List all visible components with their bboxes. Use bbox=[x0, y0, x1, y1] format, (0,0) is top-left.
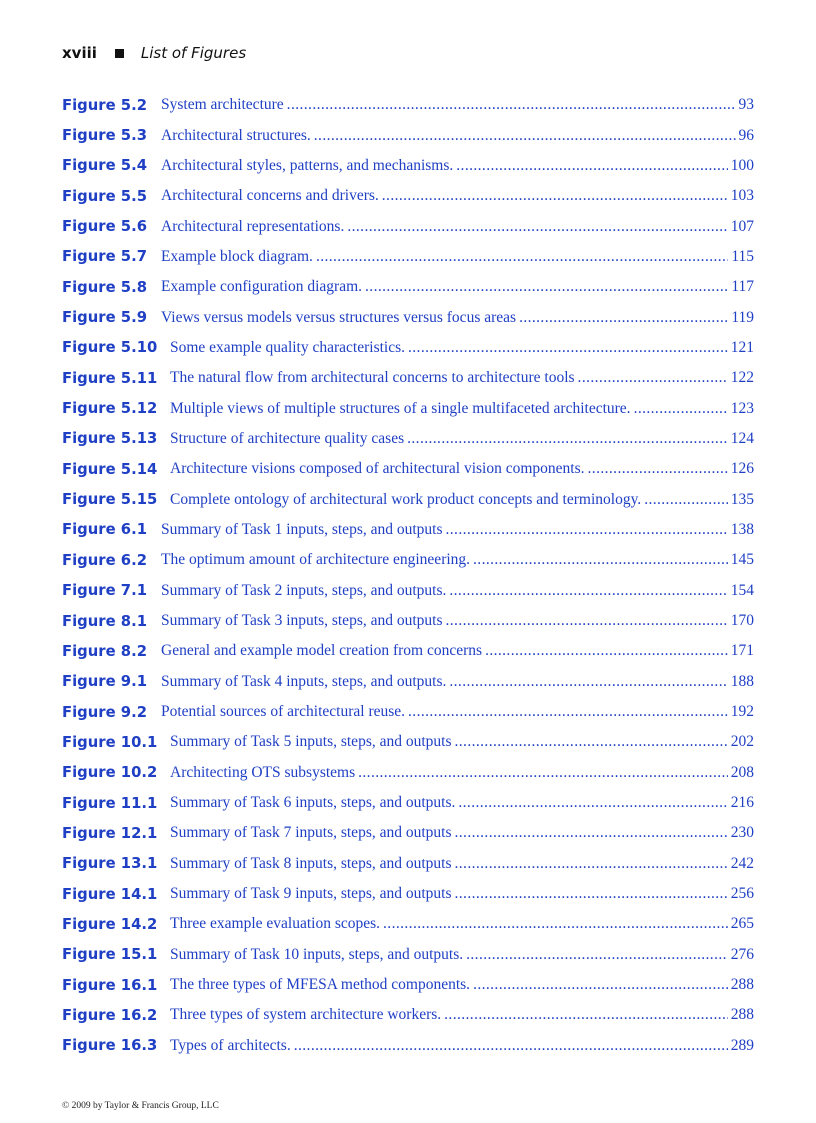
figure-title[interactable]: Summary of Task 9 inputs, steps, and outputs bbox=[170, 885, 452, 903]
running-header bbox=[62, 42, 246, 64]
figure-label[interactable]: Figure 5.3 bbox=[62, 127, 148, 145]
toc-entry[interactable] bbox=[62, 606, 754, 636]
figure-title[interactable]: Architecture visions composed of architectural vision components. bbox=[170, 460, 585, 478]
toc-entry[interactable] bbox=[62, 181, 754, 211]
page-reference[interactable]: 265 bbox=[730, 915, 754, 933]
figure-title[interactable]: Example configuration diagram. bbox=[161, 278, 363, 296]
figure-label[interactable]: Figure 5.7 bbox=[62, 248, 148, 266]
figure-title[interactable]: Summary of Task 6 inputs, steps, and outputs. bbox=[170, 794, 456, 812]
toc-entry[interactable] bbox=[62, 272, 754, 302]
figure-title[interactable]: Architectural styles, patterns, and mechanisms. bbox=[161, 156, 454, 174]
page-reference[interactable]: 119 bbox=[731, 308, 754, 326]
figure-label[interactable]: Figure 12.1 bbox=[62, 824, 158, 842]
figure-label[interactable]: Figure 16.2 bbox=[62, 1006, 158, 1024]
figure-title[interactable]: Summary of Task 7 inputs, steps, and outputs bbox=[170, 824, 452, 842]
figure-title[interactable]: Summary of Task 1 inputs, steps, and outputs bbox=[161, 520, 443, 538]
toc-entry[interactable] bbox=[62, 454, 754, 484]
page-reference[interactable]: 100 bbox=[730, 156, 754, 174]
dot-leader bbox=[382, 187, 728, 205]
figure-label[interactable]: Figure 16.1 bbox=[62, 976, 158, 994]
page-reference[interactable]: 242 bbox=[730, 854, 754, 872]
toc-entry[interactable] bbox=[62, 363, 754, 393]
toc-entry[interactable] bbox=[62, 758, 754, 788]
page-reference[interactable]: 288 bbox=[730, 976, 754, 994]
page-reference[interactable]: 135 bbox=[730, 490, 754, 508]
page-reference[interactable]: 115 bbox=[731, 247, 754, 265]
figure-title[interactable]: Summary of Task 2 inputs, steps, and outputs. bbox=[161, 581, 447, 599]
figure-title[interactable]: Complete ontology of architectural work product concepts and terminology. bbox=[170, 490, 642, 508]
dot-leader bbox=[365, 278, 728, 296]
page-reference[interactable]: 288 bbox=[730, 1006, 754, 1024]
dot-leader bbox=[446, 612, 728, 630]
figure-title[interactable]: Three example evaluation scopes. bbox=[170, 915, 381, 933]
page-reference[interactable]: 117 bbox=[731, 278, 754, 296]
dot-leader bbox=[383, 915, 728, 933]
toc-entry[interactable] bbox=[62, 940, 754, 970]
figure-title[interactable]: Potential sources of architectural reuse. bbox=[161, 703, 406, 721]
copyright-footer: © 2009 by Taylor & Francis Group, LLC bbox=[62, 1101, 219, 1111]
page-reference[interactable]: 154 bbox=[730, 581, 754, 599]
figure-label[interactable]: Figure 5.5 bbox=[62, 187, 148, 205]
figure-label[interactable]: Figure 5.6 bbox=[62, 218, 148, 236]
figure-label[interactable]: Figure 5.10 bbox=[62, 339, 158, 357]
page-reference[interactable]: 202 bbox=[730, 733, 754, 751]
figure-title[interactable]: Architectural representations. bbox=[161, 217, 345, 235]
figure-label[interactable]: Figure 13.1 bbox=[62, 855, 158, 873]
toc-entry[interactable] bbox=[62, 302, 754, 332]
toc-entry[interactable] bbox=[62, 697, 754, 727]
toc-entry[interactable] bbox=[62, 515, 754, 545]
page-reference[interactable]: 216 bbox=[730, 794, 754, 812]
figure-label[interactable]: Figure 9.1 bbox=[62, 673, 148, 691]
list-of-figures bbox=[62, 90, 754, 1061]
dot-leader bbox=[455, 824, 728, 842]
figure-label[interactable]: Figure 7.1 bbox=[62, 582, 148, 600]
page-reference[interactable]: 122 bbox=[730, 369, 754, 387]
dot-leader bbox=[473, 976, 728, 994]
figure-title[interactable]: Structure of architecture quality cases bbox=[170, 429, 405, 447]
figure-label[interactable]: Figure 14.1 bbox=[62, 885, 158, 903]
figure-title[interactable]: Summary of Task 10 inputs, steps, and outputs. bbox=[170, 945, 464, 963]
figure-label[interactable]: Figure 6.1 bbox=[62, 521, 148, 539]
page-reference[interactable]: 126 bbox=[730, 460, 754, 478]
dot-leader bbox=[444, 1006, 728, 1024]
page-reference[interactable]: 230 bbox=[730, 824, 754, 842]
dot-leader bbox=[455, 855, 728, 873]
dot-leader bbox=[588, 460, 728, 478]
figure-title[interactable]: Views versus models versus structures versus focus areas bbox=[161, 308, 517, 326]
figure-title[interactable]: System architecture bbox=[161, 96, 284, 114]
toc-entry[interactable] bbox=[62, 1031, 754, 1061]
page-number: xviii bbox=[62, 44, 97, 62]
figure-title[interactable]: Three types of system architecture workers. bbox=[170, 1006, 442, 1024]
toc-entry[interactable] bbox=[62, 970, 754, 1000]
figure-label[interactable]: Figure 10.2 bbox=[62, 764, 158, 782]
dot-leader bbox=[634, 400, 728, 418]
dot-leader bbox=[466, 946, 728, 964]
figure-title[interactable]: Multiple views of multiple structures of a single multifaceted architecture. bbox=[170, 399, 631, 417]
figure-label[interactable]: Figure 10.1 bbox=[62, 733, 158, 751]
figure-label[interactable]: Figure 5.15 bbox=[62, 491, 158, 509]
figure-title[interactable]: Some example quality characteristics. bbox=[170, 338, 405, 356]
figure-label[interactable]: Figure 14.2 bbox=[62, 915, 158, 933]
page-reference[interactable]: 96 bbox=[738, 126, 754, 144]
dot-leader bbox=[287, 96, 736, 114]
figure-label[interactable]: Figure 5.9 bbox=[62, 309, 148, 327]
figure-label[interactable]: Figure 5.14 bbox=[62, 460, 158, 478]
page-reference[interactable]: 107 bbox=[730, 217, 754, 235]
page-reference[interactable]: 124 bbox=[730, 429, 754, 447]
page-reference[interactable]: 289 bbox=[730, 1036, 754, 1054]
dot-leader bbox=[358, 764, 728, 782]
figure-label[interactable]: Figure 9.2 bbox=[62, 703, 148, 721]
dot-leader bbox=[455, 733, 728, 751]
dot-leader bbox=[294, 1037, 728, 1055]
toc-entry[interactable] bbox=[62, 636, 754, 666]
dot-leader bbox=[408, 703, 728, 721]
dot-leader bbox=[449, 582, 727, 600]
figure-title[interactable]: General and example model creation from concerns bbox=[161, 642, 483, 660]
toc-entry[interactable] bbox=[62, 727, 754, 757]
figure-title[interactable]: Summary of Task 3 inputs, steps, and outputs bbox=[161, 612, 443, 630]
figure-title[interactable]: The optimum amount of architecture engineering. bbox=[161, 551, 471, 569]
figure-title[interactable]: Example block diagram. bbox=[161, 247, 313, 265]
toc-entry[interactable] bbox=[62, 120, 754, 150]
dot-leader bbox=[578, 369, 728, 387]
running-title: List of Figures bbox=[140, 44, 247, 62]
page-reference[interactable]: 170 bbox=[730, 612, 754, 630]
page-reference[interactable]: 145 bbox=[730, 551, 754, 569]
figure-label[interactable]: Figure 8.2 bbox=[62, 642, 148, 660]
figure-title[interactable]: Types of architects. bbox=[170, 1036, 291, 1054]
figure-title[interactable]: Summary of Task 8 inputs, steps, and outputs bbox=[170, 854, 452, 872]
figure-title[interactable]: Architectural concerns and drivers. bbox=[161, 187, 379, 205]
toc-entry[interactable] bbox=[62, 1000, 754, 1030]
figure-label[interactable]: Figure 11.1 bbox=[62, 794, 158, 812]
dot-leader bbox=[314, 127, 736, 145]
dot-leader bbox=[644, 491, 728, 509]
figure-label[interactable]: Figure 16.3 bbox=[62, 1037, 158, 1055]
dot-leader bbox=[455, 885, 728, 903]
toc-entry[interactable] bbox=[62, 393, 754, 423]
page-reference[interactable]: 276 bbox=[730, 945, 754, 963]
square-bullet-icon bbox=[115, 49, 124, 58]
toc-entry[interactable] bbox=[62, 788, 754, 818]
dot-leader bbox=[316, 248, 728, 266]
page-reference[interactable]: 188 bbox=[730, 672, 754, 690]
toc-entry[interactable] bbox=[62, 909, 754, 939]
figure-label[interactable]: Figure 5.8 bbox=[62, 278, 148, 296]
figure-label[interactable]: Figure 15.1 bbox=[62, 946, 158, 964]
figure-title[interactable]: Summary of Task 5 inputs, steps, and outputs bbox=[170, 733, 452, 751]
dot-leader bbox=[456, 157, 727, 175]
toc-entry[interactable] bbox=[62, 484, 754, 514]
dot-leader bbox=[449, 673, 727, 691]
dot-leader bbox=[458, 794, 727, 812]
page-reference[interactable]: 103 bbox=[730, 187, 754, 205]
toc-entry[interactable] bbox=[62, 151, 754, 181]
dot-leader bbox=[519, 309, 728, 327]
page-reference[interactable]: 123 bbox=[730, 399, 754, 417]
figure-label[interactable]: Figure 5.4 bbox=[62, 157, 148, 175]
figure-title[interactable]: The three types of MFESA method components. bbox=[170, 976, 471, 994]
dot-leader bbox=[408, 339, 728, 357]
toc-entry[interactable] bbox=[62, 211, 754, 241]
figure-title[interactable]: The natural flow from architectural concerns to architecture tools bbox=[170, 369, 575, 387]
toc-entry[interactable] bbox=[62, 849, 754, 879]
figure-label[interactable]: Figure 5.11 bbox=[62, 369, 158, 387]
figure-label[interactable]: Figure 5.12 bbox=[62, 400, 158, 418]
dot-leader bbox=[485, 642, 728, 660]
page-reference[interactable]: 192 bbox=[730, 703, 754, 721]
toc-entry[interactable] bbox=[62, 667, 754, 697]
dot-leader bbox=[446, 521, 728, 539]
dot-leader bbox=[347, 218, 727, 236]
figure-title[interactable]: Summary of Task 4 inputs, steps, and outputs. bbox=[161, 672, 447, 690]
page-reference[interactable]: 138 bbox=[730, 520, 754, 538]
page-reference[interactable]: 93 bbox=[738, 96, 754, 114]
page-reference[interactable]: 208 bbox=[730, 763, 754, 781]
figure-label[interactable]: Figure 5.13 bbox=[62, 430, 158, 448]
toc-entry[interactable] bbox=[62, 333, 754, 363]
toc-entry[interactable] bbox=[62, 545, 754, 575]
dot-leader bbox=[407, 430, 728, 448]
page-reference[interactable]: 171 bbox=[730, 642, 754, 660]
toc-entry[interactable] bbox=[62, 242, 754, 272]
figure-title[interactable]: Architecting OTS subsystems bbox=[170, 763, 356, 781]
page-reference[interactable]: 256 bbox=[730, 885, 754, 903]
toc-entry[interactable] bbox=[62, 90, 754, 120]
toc-entry[interactable] bbox=[62, 818, 754, 848]
dot-leader bbox=[473, 551, 728, 569]
toc-entry[interactable] bbox=[62, 576, 754, 606]
page-reference[interactable]: 121 bbox=[730, 338, 754, 356]
figure-title[interactable]: Architectural structures. bbox=[161, 126, 311, 144]
figure-label[interactable]: Figure 5.2 bbox=[62, 96, 148, 114]
toc-entry[interactable] bbox=[62, 879, 754, 909]
figure-label[interactable]: Figure 6.2 bbox=[62, 551, 148, 569]
figure-label[interactable]: Figure 8.1 bbox=[62, 612, 148, 630]
toc-entry[interactable] bbox=[62, 424, 754, 454]
